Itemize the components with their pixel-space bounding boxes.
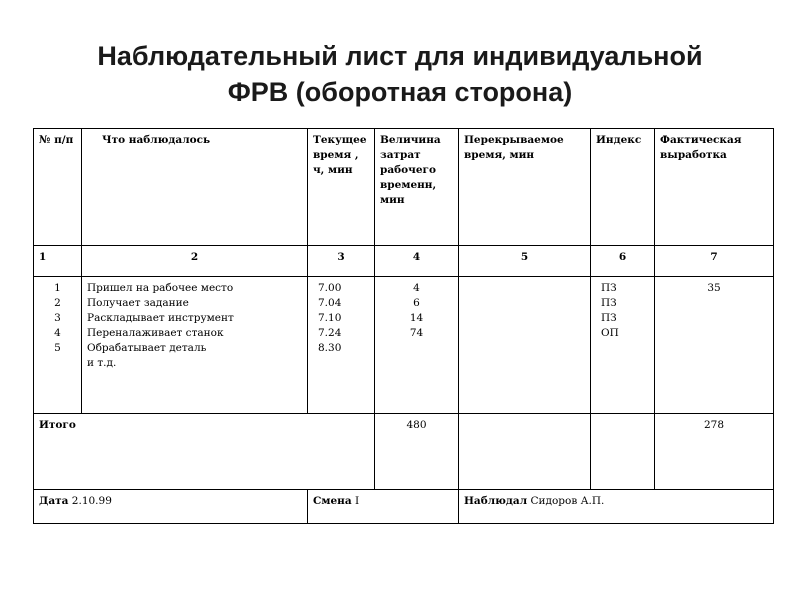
index-value: ПЗ [601, 297, 617, 309]
header-observed: Что наблюдалось [82, 129, 308, 246]
total-actual-output: 278 [655, 414, 774, 490]
page-title [0, 38, 800, 110]
shift-label: Смена [313, 495, 352, 507]
header-actual-output: Фактическая выработка [655, 129, 774, 246]
row-number: 4 [54, 327, 61, 339]
col-number: 2 [82, 246, 308, 277]
title-line-2: ФРВ (оборотная сторона) [227, 77, 573, 107]
duration-value: 74 [409, 327, 424, 339]
cell-row-numbers [34, 277, 82, 414]
observed-item: Обрабатывает деталь [87, 342, 207, 354]
observation-table [33, 128, 774, 524]
duration-value: 6 [413, 297, 420, 309]
col-number: 4 [375, 246, 459, 277]
footer-row [34, 490, 774, 524]
total-overlap-empty [459, 414, 591, 490]
row-number: 2 [54, 297, 61, 309]
total-row [34, 414, 774, 490]
cell-observed [82, 277, 308, 414]
cell-indexes [591, 277, 655, 414]
observer-value: Сидоров А.П. [530, 495, 605, 507]
col-number: 7 [655, 246, 774, 277]
cell-overlap-empty [459, 277, 591, 414]
total-work-time: 480 [375, 414, 459, 490]
observed-item: Пришел на рабочее место [87, 282, 234, 294]
observed-item: и т.д. [87, 357, 117, 369]
header-current-time: Текущее время , ч, мин [308, 129, 375, 246]
header-row [34, 129, 774, 246]
index-value: ПЗ [601, 282, 617, 294]
observed-item: Раскладывает инструмент [87, 312, 234, 324]
duration-value: 4 [413, 282, 420, 294]
cell-durations [375, 277, 459, 414]
observed-item: Переналаживает станок [87, 327, 224, 339]
row-number: 5 [54, 342, 61, 354]
cell-output: 35 [655, 277, 774, 414]
col-number: 1 [34, 246, 82, 277]
shift-value: I [355, 495, 360, 507]
date-label: Дата [39, 495, 69, 507]
title-line-1: Наблюдательный лист для индивидуальной [97, 41, 703, 71]
header-work-time: Величина затрат рабочего временн, мин [375, 129, 459, 246]
time-value: 7.24 [318, 327, 342, 339]
column-number-row [34, 246, 774, 277]
cell-times [308, 277, 375, 414]
header-index: Индекс [591, 129, 655, 246]
header-num: № п/п [34, 129, 82, 246]
footer-shift [308, 490, 459, 524]
time-value: 7.00 [318, 282, 342, 294]
index-value: ОП [601, 327, 619, 339]
footer-observer [459, 490, 774, 524]
total-index-empty [591, 414, 655, 490]
footer-date [34, 490, 308, 524]
col-number: 6 [591, 246, 655, 277]
row-number: 1 [54, 282, 61, 294]
data-row [34, 277, 774, 414]
col-number: 3 [308, 246, 375, 277]
time-value: 8.30 [318, 342, 342, 354]
index-value: ПЗ [601, 312, 617, 324]
col-number: 5 [459, 246, 591, 277]
date-value: 2.10.99 [71, 495, 112, 507]
header-overlap-time: Перекрываемое время, мин [459, 129, 591, 246]
duration-value: 14 [409, 312, 424, 324]
observed-item: Получает задание [87, 297, 189, 309]
observer-label: Наблюдал [464, 495, 528, 507]
row-number: 3 [54, 312, 61, 324]
time-value: 7.10 [318, 312, 342, 324]
time-value: 7.04 [318, 297, 342, 309]
total-label: Итого [34, 414, 375, 490]
